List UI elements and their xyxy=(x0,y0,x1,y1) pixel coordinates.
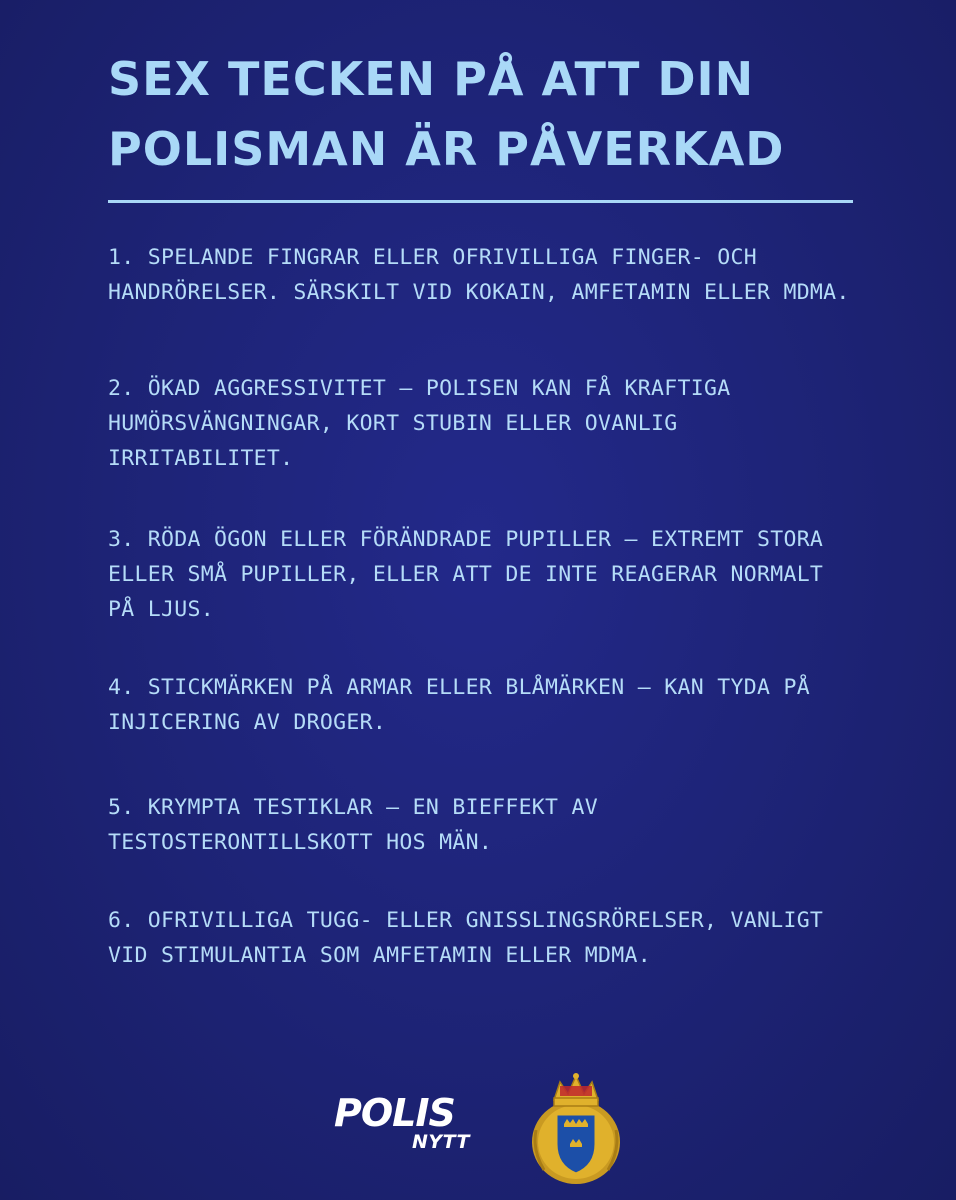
police-emblem-icon xyxy=(528,1070,624,1186)
logo-sub-text: NYTT xyxy=(412,1131,471,1153)
title-line-2: POLISMAN ÄR PÅVERKAD xyxy=(108,122,785,176)
list-item: 6. OFRIVILLIGA TUGG- ELLER GNISSLINGSRÖRELSER, VANLIGT VID STIMULANTIA SOM AMFETAMIN ELLER MDMA. xyxy=(108,908,824,968)
title-line-1: SEX TECKEN PÅ ATT DIN xyxy=(108,52,755,106)
list-item: 3. RÖDA ÖGON ELLER FÖRÄNDRADE PUPILLER – EXTREMT STORA ELLER SMÅ PUPILLER, ELLER ATT DE INTE REAGERAR NORMALT PÅ LJUS. xyxy=(108,527,824,622)
list-item: 1. SPELANDE FINGRAR ELLER OFRIVILLIGA FINGER- OCH HANDRÖRELSER. SÄRSKILT VID KOKAIN, AMFETAMIN ELLER MDMA. xyxy=(108,245,850,305)
polis-nytt-logo xyxy=(334,1093,494,1173)
list-item: 4. STICKMÄRKEN PÅ ARMAR ELLER BLÅMÄRKEN – KAN TYDA PÅ INJICERING AV DROGER. xyxy=(108,675,810,735)
page-title xyxy=(108,44,868,184)
title-divider xyxy=(108,200,853,203)
logo-main-text: POLIS xyxy=(334,1091,455,1135)
list-item: 5. KRYMPTA TESTIKLAR – EN BIEFFEKT AV TESTOSTERONTILLSKOTT HOS MÄN. xyxy=(108,795,599,855)
list-item: 2. ÖKAD AGGRESSIVITET – POLISEN KAN FÅ KRAFTIGA HUMÖRSVÄNGNINGAR, KORT STUBIN ELLER OVANLIG IRRITABILITET. xyxy=(108,376,731,471)
